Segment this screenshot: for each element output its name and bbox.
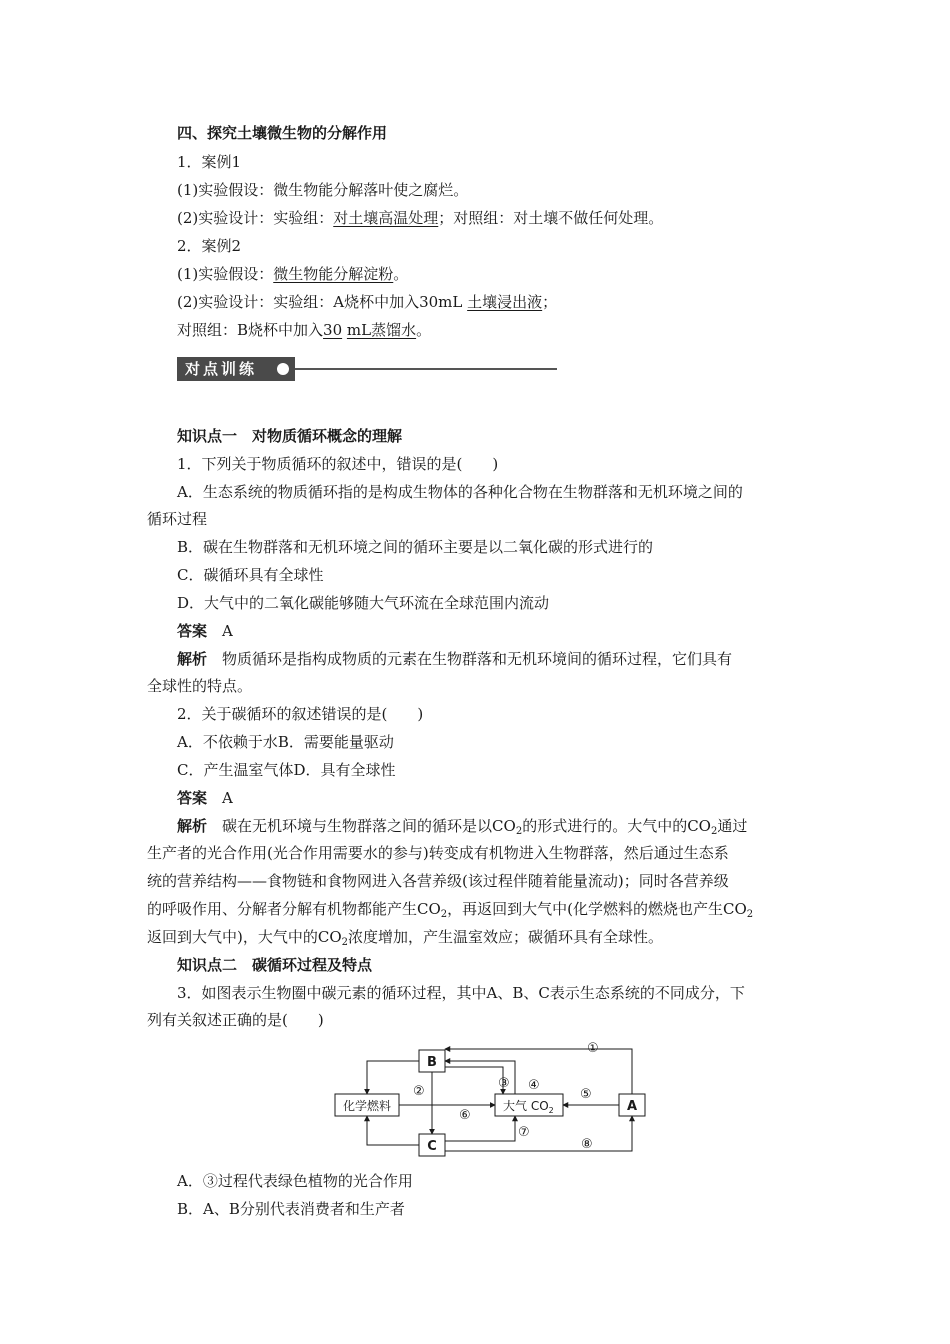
step-7-label: ⑦ bbox=[518, 1125, 530, 1140]
q3-option-a: A．③过程代表绿色植物的光合作用 bbox=[177, 1172, 413, 1190]
q1-stem: 1．下列关于物质循环的叙述中，错误的是( ) bbox=[177, 455, 499, 473]
fuel-label: 化学燃料 bbox=[342, 1099, 392, 1113]
case1-hypothesis: (1)实验假设：微生物能分解落叶使之腐烂。 bbox=[177, 181, 469, 199]
practice-banner bbox=[177, 356, 557, 382]
q1-option-d: D．大气中的二氧化碳能够随大气环流在全球范围内流动 bbox=[177, 594, 550, 612]
q1-option-a: A．生态系统的物质循环指的是构成生物体的各种化合物在生物群落和无机环境之间的 bbox=[177, 483, 743, 501]
q1-option-a-cont: 循环过程 bbox=[147, 510, 208, 528]
b-label: B bbox=[427, 1055, 437, 1070]
q2-analysis-line5: 返回到大气中)，大气中的$CO_2$浓度增加，产生温室效应；碳循环具有全球性。 bbox=[147, 928, 664, 948]
q2-analysis-line4: 的呼吸作用、分解者分解有机物都能产生$CO_2$，再返回到大气中(化学燃料的燃烧也产生$CO_2$ bbox=[147, 900, 754, 920]
q1-option-b: B．碳在生物群落和无机环境之间的循环主要是以二氧化碳的形式进行的 bbox=[177, 538, 654, 556]
q1-analysis: 解析 物质循环是指构成物质的元素在生物群落和无机环境间的循环过程，它们具有 bbox=[177, 650, 733, 668]
case2-control: 对照组：B烧杯中加入30 mL蒸馏水。 bbox=[177, 321, 432, 339]
q1-analysis-cont: 全球性的特点。 bbox=[147, 677, 253, 695]
q2-options-ab: A．不依赖于水B．需要能量驱动 bbox=[177, 733, 394, 751]
banner-dot-icon bbox=[277, 363, 289, 375]
step-2-label: ② bbox=[413, 1084, 425, 1099]
q3-stem: 3．如图表示生物圈中碳元素的循环过程，其中A、B、C表示生态系统的不同成分，下 bbox=[177, 984, 745, 1002]
banner-label: 对点训练 bbox=[177, 357, 295, 381]
step-3-label: ③ bbox=[498, 1076, 510, 1091]
case2-hypothesis: (1)实验假设：微生物能分解淀粉。 bbox=[177, 265, 409, 283]
co2-label: 大气 $CO_2$ bbox=[503, 1099, 554, 1115]
carbon-cycle-diagram bbox=[333, 1037, 651, 1162]
q2-stem: 2．关于碳循环的叙述错误的是( ) bbox=[177, 705, 424, 723]
q1-answer: 答案 A bbox=[177, 622, 233, 640]
q2-answer: 答案 A bbox=[177, 789, 233, 807]
c-label: C bbox=[427, 1139, 437, 1154]
q2-analysis: 解析 碳在无机环境与生物群落之间的循环是以$CO_2$的形式进行的。大气中的$CO_2$通过 bbox=[177, 817, 748, 837]
step-1-label: ① bbox=[587, 1041, 599, 1056]
case2-design: (2)实验设计：实验组：A烧杯中加入30mL 土壤浸出液； bbox=[177, 293, 558, 311]
case1-title: 1．案例1 bbox=[177, 153, 242, 171]
q2-analysis-line3: 统的营养结构——食物链和食物网进入各营养级(该过程伴随着能量流动)；同时各营养级 bbox=[147, 872, 729, 890]
q2-analysis-line2: 生产者的光合作用(光合作用需要水的参与)转变成有机物进入生物群落，然后通过生态系 bbox=[147, 844, 729, 862]
case1-design: (2)实验设计：实验组：对土壤高温处理；对照组：对土壤不做任何处理。 bbox=[177, 209, 664, 227]
q2-options-cd: C．产生温室气体D．具有全球性 bbox=[177, 761, 396, 779]
q1-option-c: C．碳循环具有全球性 bbox=[177, 566, 324, 584]
kp1-heading: 知识点一 对物质循环概念的理解 bbox=[177, 427, 403, 445]
q3-stem-cont: 列有关叙述正确的是( ) bbox=[147, 1011, 324, 1029]
step-4-label: ④ bbox=[528, 1078, 540, 1093]
step-8-label: ⑧ bbox=[581, 1137, 593, 1152]
step-5-label: ⑤ bbox=[580, 1087, 592, 1102]
banner-rule bbox=[295, 368, 557, 370]
step-6-label: ⑥ bbox=[459, 1108, 471, 1123]
section-heading: 四、探究土壤微生物的分解作用 bbox=[177, 124, 388, 142]
kp2-heading: 知识点二 碳循环过程及特点 bbox=[177, 956, 373, 974]
case2-title: 2．案例2 bbox=[177, 237, 242, 255]
q3-option-b: B．A、B分别代表消费者和生产者 bbox=[177, 1200, 405, 1218]
a-label: A bbox=[626, 1099, 638, 1114]
